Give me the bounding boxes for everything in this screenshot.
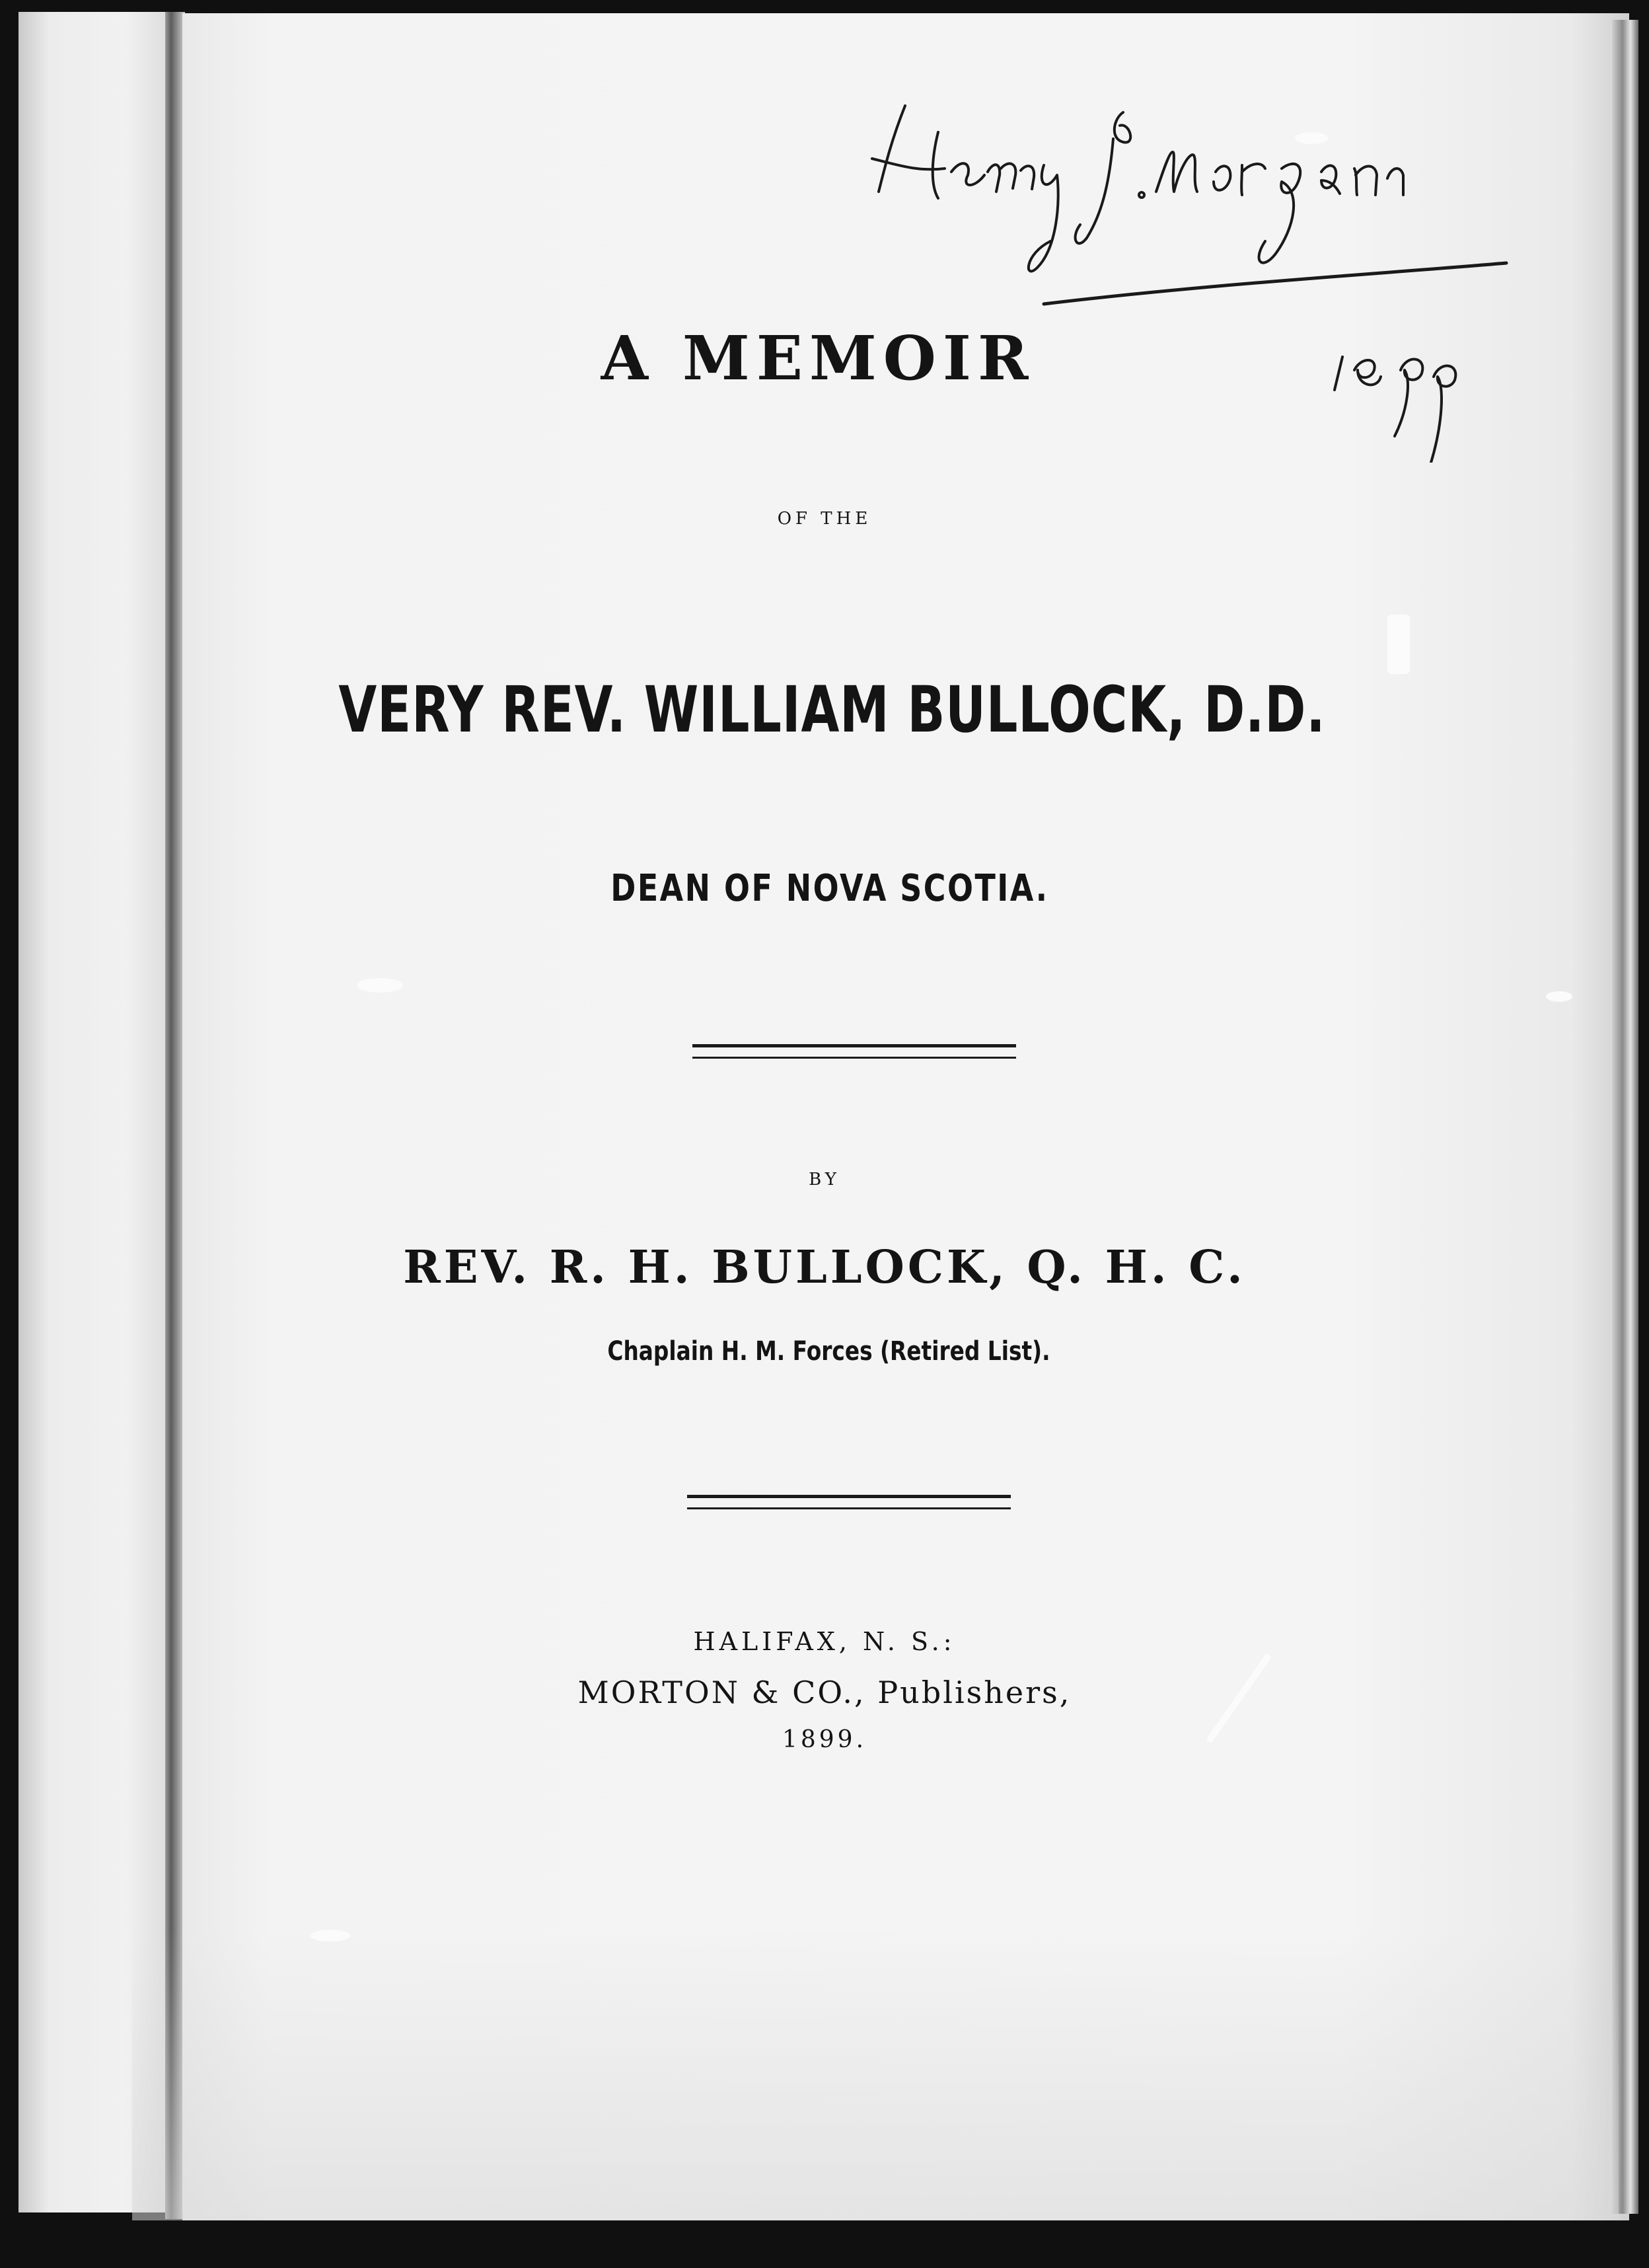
paper-discoloration bbox=[132, 1930, 1619, 2220]
paper-speck bbox=[357, 978, 403, 993]
imprint-place: HALIFAX, N. S.: bbox=[693, 1627, 956, 1656]
imprint-publisher: MORTON & CO., Publishers, bbox=[577, 1675, 1072, 1710]
paper-speck bbox=[1387, 615, 1410, 674]
subject-office: DEAN OF NOVA SCOTIA. bbox=[610, 867, 1049, 910]
double-rule-divider bbox=[692, 1044, 1016, 1059]
paper-speck bbox=[1546, 991, 1572, 1002]
paper-speck bbox=[311, 1930, 350, 1942]
of-the-connector: OF THE bbox=[777, 509, 872, 529]
by-connector: BY bbox=[809, 1170, 840, 1190]
handwritten-signature bbox=[846, 93, 1520, 463]
book-title: A MEMOIR bbox=[601, 322, 1035, 394]
imprint-year: 1899. bbox=[782, 1726, 867, 1753]
author-name: REV. R. H. BULLOCK, Q. H. C. bbox=[403, 1241, 1246, 1294]
author-title: Chaplain H. M. Forces (Retired List). bbox=[607, 1336, 1050, 1367]
subject-name: VERY REV. WILLIAM BULLOCK, D.D. bbox=[338, 673, 1326, 747]
double-rule-divider bbox=[687, 1495, 1011, 1509]
